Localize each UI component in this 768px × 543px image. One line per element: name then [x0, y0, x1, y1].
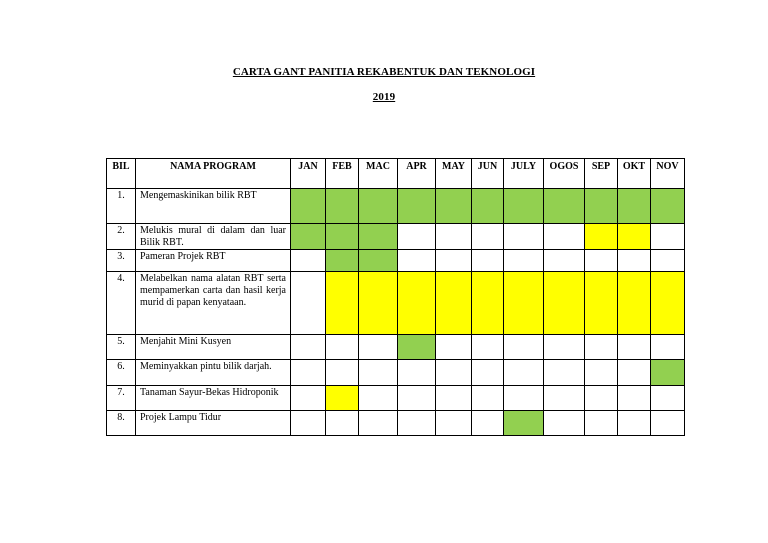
schedule-cell-mac	[359, 250, 398, 272]
schedule-cell-jan	[291, 250, 326, 272]
schedule-cell-ogos	[544, 272, 585, 335]
schedule-cell-may	[436, 272, 472, 335]
schedule-cell-july	[504, 250, 544, 272]
header-month-ogos: OGOS	[544, 159, 585, 189]
schedule-cell-feb	[326, 335, 359, 360]
schedule-cell-jun	[472, 272, 504, 335]
schedule-cell-sep	[585, 335, 618, 360]
schedule-cell-ogos	[544, 360, 585, 386]
header-month-feb: FEB	[326, 159, 359, 189]
schedule-cell-jan	[291, 335, 326, 360]
schedule-cell-okt	[618, 360, 651, 386]
row-number: 6.	[107, 360, 136, 386]
schedule-cell-jun	[472, 360, 504, 386]
table-row	[107, 411, 685, 436]
table-row	[107, 250, 685, 272]
program-name: Meminyakkan pintu bilik darjah.	[136, 360, 291, 386]
schedule-cell-nov	[651, 411, 685, 436]
header-month-apr: APR	[398, 159, 436, 189]
header-month-mac: MAC	[359, 159, 398, 189]
schedule-cell-apr	[398, 411, 436, 436]
program-name: Melukis mural di dalam dan luar Bilik RBT.	[136, 224, 291, 250]
schedule-cell-may	[436, 189, 472, 224]
schedule-cell-apr	[398, 386, 436, 411]
header-month-may: MAY	[436, 159, 472, 189]
schedule-cell-feb	[326, 189, 359, 224]
schedule-cell-mac	[359, 224, 398, 250]
header-month-okt: OKT	[618, 159, 651, 189]
row-number: 5.	[107, 335, 136, 360]
schedule-cell-mac	[359, 189, 398, 224]
schedule-cell-ogos	[544, 189, 585, 224]
table-row	[107, 272, 685, 335]
schedule-cell-may	[436, 386, 472, 411]
schedule-cell-ogos	[544, 411, 585, 436]
header-month-jun: JUN	[472, 159, 504, 189]
schedule-cell-feb	[326, 360, 359, 386]
schedule-cell-may	[436, 411, 472, 436]
schedule-cell-ogos	[544, 335, 585, 360]
schedule-cell-apr	[398, 272, 436, 335]
schedule-cell-may	[436, 335, 472, 360]
schedule-cell-jan	[291, 224, 326, 250]
schedule-cell-sep	[585, 189, 618, 224]
schedule-cell-sep	[585, 272, 618, 335]
schedule-cell-okt	[618, 224, 651, 250]
header-row	[107, 159, 685, 189]
table-row	[107, 360, 685, 386]
schedule-cell-jun	[472, 189, 504, 224]
row-number: 2.	[107, 224, 136, 250]
schedule-cell-jan	[291, 272, 326, 335]
schedule-cell-mac	[359, 360, 398, 386]
schedule-cell-okt	[618, 250, 651, 272]
schedule-cell-nov	[651, 224, 685, 250]
header-month-july: JULY	[504, 159, 544, 189]
document-title: CARTA GANT PANITIA REKABENTUK DAN TEKNOLOGI	[232, 66, 536, 78]
row-number: 4.	[107, 272, 136, 335]
schedule-cell-jan	[291, 411, 326, 436]
table-row	[107, 335, 685, 360]
schedule-cell-jan	[291, 386, 326, 411]
schedule-cell-sep	[585, 224, 618, 250]
schedule-cell-jun	[472, 386, 504, 411]
schedule-cell-apr	[398, 360, 436, 386]
schedule-cell-may	[436, 360, 472, 386]
table-row	[107, 189, 685, 224]
schedule-cell-okt	[618, 335, 651, 360]
schedule-cell-feb	[326, 224, 359, 250]
schedule-cell-ogos	[544, 386, 585, 411]
schedule-cell-feb	[326, 411, 359, 436]
schedule-cell-feb	[326, 272, 359, 335]
program-name: Melabelkan nama alatan RBT serta mempamerkan carta dan hasil kerja murid di papan kenyataan.	[136, 272, 291, 335]
program-name: Mengemaskinikan bilik RBT	[136, 189, 291, 224]
schedule-cell-nov	[651, 189, 685, 224]
schedule-cell-sep	[585, 360, 618, 386]
schedule-cell-jun	[472, 224, 504, 250]
schedule-cell-july	[504, 189, 544, 224]
schedule-cell-apr	[398, 335, 436, 360]
schedule-cell-jan	[291, 360, 326, 386]
schedule-cell-sep	[585, 250, 618, 272]
table-row	[107, 386, 685, 411]
schedule-cell-july	[504, 272, 544, 335]
schedule-cell-jun	[472, 335, 504, 360]
schedule-cell-sep	[585, 386, 618, 411]
schedule-cell-okt	[618, 189, 651, 224]
program-name: Pameran Projek RBT	[136, 250, 291, 272]
schedule-cell-july	[504, 224, 544, 250]
header-month-nov: NOV	[651, 159, 685, 189]
header-month-jan: JAN	[291, 159, 326, 189]
schedule-cell-mac	[359, 272, 398, 335]
row-number: 7.	[107, 386, 136, 411]
schedule-cell-mac	[359, 411, 398, 436]
schedule-cell-mac	[359, 386, 398, 411]
schedule-cell-july	[504, 360, 544, 386]
header-month-sep: SEP	[585, 159, 618, 189]
schedule-cell-july	[504, 386, 544, 411]
row-number: 1.	[107, 189, 136, 224]
schedule-cell-sep	[585, 411, 618, 436]
row-number: 3.	[107, 250, 136, 272]
schedule-cell-feb	[326, 250, 359, 272]
schedule-cell-apr	[398, 224, 436, 250]
program-name: Tanaman Sayur-Bekas Hidroponik	[136, 386, 291, 411]
schedule-cell-may	[436, 224, 472, 250]
schedule-cell-nov	[651, 335, 685, 360]
program-name: Menjahit Mini Kusyen	[136, 335, 291, 360]
schedule-cell-okt	[618, 386, 651, 411]
table-row	[107, 224, 685, 250]
schedule-cell-mac	[359, 335, 398, 360]
header-program: NAMA PROGRAM	[136, 159, 291, 189]
schedule-cell-nov	[651, 360, 685, 386]
header-bil: BIL	[107, 159, 136, 189]
schedule-cell-nov	[651, 272, 685, 335]
schedule-cell-apr	[398, 250, 436, 272]
schedule-cell-okt	[618, 411, 651, 436]
schedule-cell-apr	[398, 189, 436, 224]
schedule-cell-may	[436, 250, 472, 272]
document-year: 2019	[372, 91, 396, 103]
schedule-cell-jan	[291, 189, 326, 224]
schedule-cell-jun	[472, 411, 504, 436]
schedule-cell-ogos	[544, 250, 585, 272]
program-name: Projek Lampu Tidur	[136, 411, 291, 436]
gantt-table	[106, 158, 685, 436]
row-number: 8.	[107, 411, 136, 436]
schedule-cell-nov	[651, 250, 685, 272]
schedule-cell-nov	[651, 386, 685, 411]
schedule-cell-july	[504, 335, 544, 360]
schedule-cell-jun	[472, 250, 504, 272]
schedule-cell-okt	[618, 272, 651, 335]
schedule-cell-ogos	[544, 224, 585, 250]
schedule-cell-feb	[326, 386, 359, 411]
schedule-cell-july	[504, 411, 544, 436]
